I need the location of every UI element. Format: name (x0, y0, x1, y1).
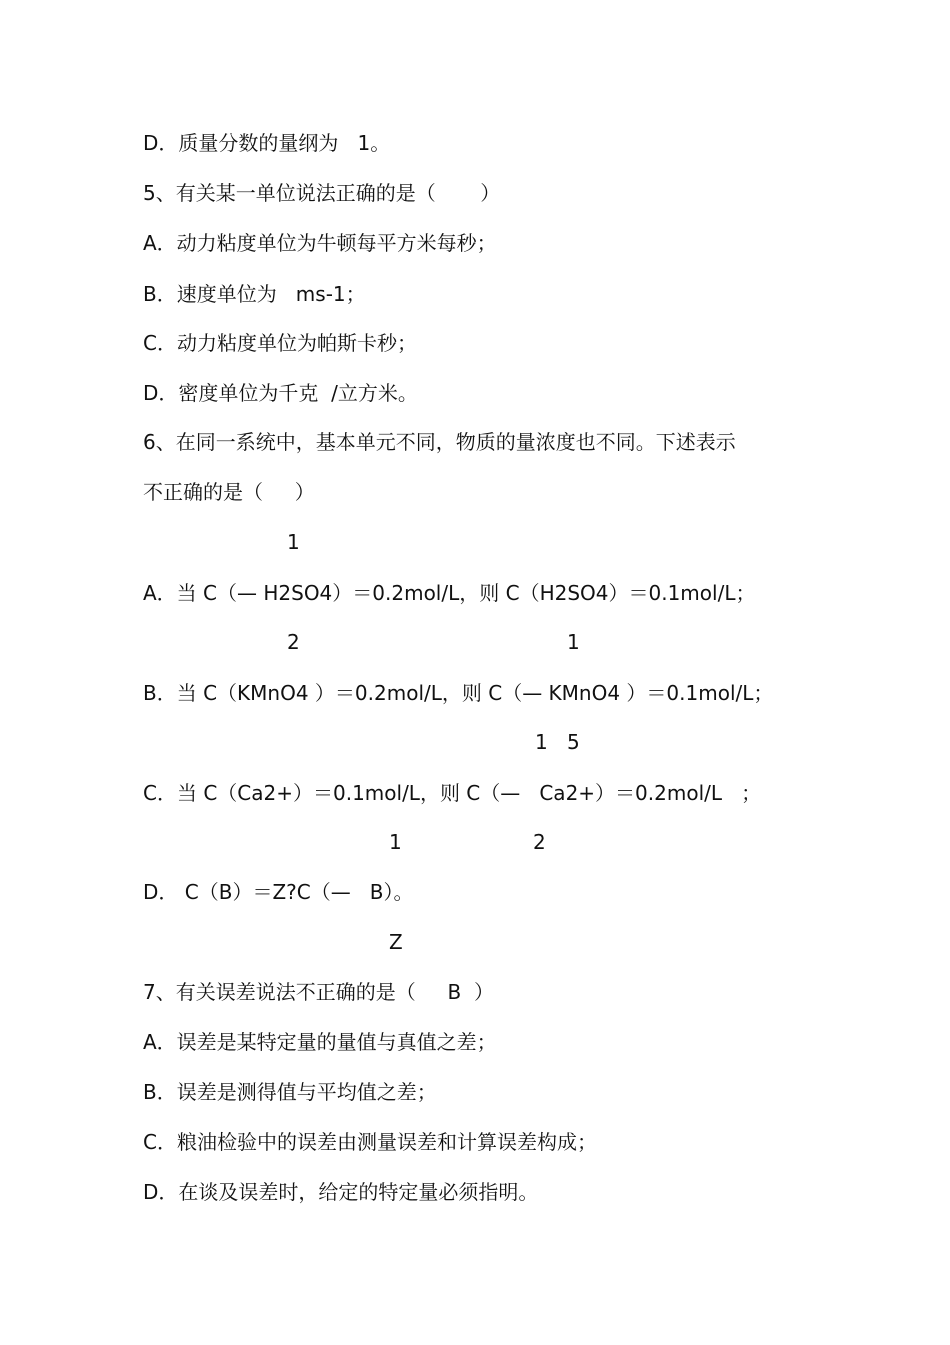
q5-option-d: D．密度单位为千克 /立方米。 (143, 381, 418, 405)
q6-stem-line-1: 6、在同一系统中，基本单元不同，物质的量浓度也不同。下述表示 (143, 430, 736, 454)
q5-stem: 5、有关某一单位说法正确的是（ ） (143, 181, 501, 205)
q7-stem: 7、有关误差说法不正确的是（ B ） (143, 980, 494, 1004)
q5-option-c: C．动力粘度单位为帕斯卡秒； (143, 331, 417, 355)
q7-option-d: D．在谈及误差时，给定的特定量必须指明。 (143, 1180, 539, 1204)
q6-option-c: C．当 C（Ca2+）＝0.1mol/L，则 C（— Ca2+）＝0.2mol/L ； (143, 781, 762, 805)
q7-option-a: A．误差是某特定量的量值与真值之差； (143, 1030, 497, 1054)
q5-option-a: A．动力粘度单位为牛顿每平方米每秒； (143, 231, 497, 255)
q6-d-fraction-denominator: Z (389, 930, 403, 954)
q6-option-a: A．当 C（— H2SO4）＝0.2mol/L，则 C（H2SO4）＝0.1mol/L； (143, 581, 756, 605)
q6-stem-line-2: 不正确的是（ ） (143, 480, 315, 504)
q6-option-b: B．当 C（KMnO4 ）＝0.2mol/L，则 C（— KMnO4 ）＝0.1mol/L； (143, 681, 774, 705)
q6-a-fraction-denominator: 2 (287, 630, 300, 654)
q6-b-fraction-denominator-5: 5 (567, 730, 580, 754)
q6-c-fraction-denominator: 2 (533, 830, 546, 854)
q6-b-fraction-denominator-1: 1 (535, 730, 548, 754)
q6-b-fraction-numerator: 1 (567, 630, 580, 654)
q6-a-fraction-numerator: 1 (287, 530, 300, 554)
q6-option-d: D． C（B）＝Z?C（— B）。 (143, 880, 414, 904)
q6-d-fraction-numerator: 1 (389, 830, 402, 854)
q5-option-b: B．速度单位为 ms-1； (143, 282, 366, 306)
q7-option-c: C．粮油检验中的误差由测量误差和计算误差构成； (143, 1130, 597, 1154)
q7-option-b: B．误差是测得值与平均值之差； (143, 1080, 437, 1104)
q4-option-d: D．质量分数的量纲为 1。 (143, 131, 391, 155)
